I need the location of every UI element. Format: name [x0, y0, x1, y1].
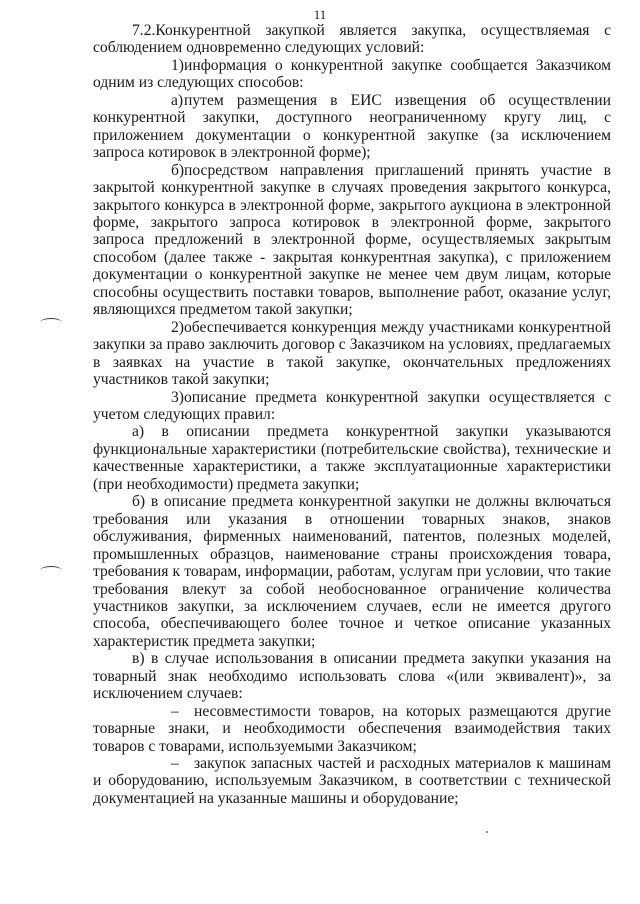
- paragraph-text: в) в случае использования в описании предмета закупки указания на товарный знак необходимо использовать слова «(или эквивалент)», за исключением случаев:: [93, 650, 611, 703]
- item-number: 2): [171, 318, 184, 336]
- item-letter: а): [171, 91, 184, 109]
- dash-marker: –: [171, 755, 179, 773]
- dash-marker: –: [171, 702, 179, 720]
- paragraph-item-1b: [93, 162, 611, 319]
- paragraph-item-3: [93, 389, 611, 424]
- item-number: 3): [171, 388, 184, 406]
- item-number: 1): [171, 56, 184, 74]
- margin-pen-mark: [40, 566, 62, 575]
- page-number: 11: [313, 7, 327, 22]
- paragraph-dash-2: [93, 755, 611, 807]
- scan-speck: [486, 831, 488, 833]
- paragraph-text: а) в описании предмета конкурентной закупки указываются функциональные характеристики (потребительские свойства), технические и качественные характеристики, а также эксплуатационные характеристики (при необходимости) предмета закупки;: [93, 423, 611, 493]
- document-body: [93, 22, 611, 807]
- paragraph-item-2: [93, 319, 611, 389]
- paragraph-text: путем размещения в ЕИС извещения об осуществлении конкурентной закупки, доступного неограниченному кругу лиц, с приложением документации о конкурентной закупке (за исключением запроса котировок в электронной форме);: [93, 91, 611, 162]
- margin-pen-mark: [40, 318, 62, 327]
- paragraph-text: информация о конкурентной закупке сообщается Заказчиком одним из следующих способов:: [93, 56, 611, 92]
- paragraph-text: б) в описание предмета конкурентной закупки не должны включаться требования или указания в отношении товарных знаков, знаков обслуживания, фирменных наименований, патентов, полезных моделей, промышленных образцов, наименование страны происхождения товара, требования к товарам, информации, работам, услугам при условии, что такие требования влекут за собой необоснованное ограничение количества участников закупки, за исключением случаев, если не имеется другого способа, обеспечивающего более точное и четкое описание указанных характеристик предмета закупки;: [93, 493, 611, 650]
- paragraph-7-2: [93, 22, 611, 57]
- paragraph-text: закупок запасных частей и расходных материалов к машинам и оборудованию, используемым Заказчиком, в соответствии с технической документацией на указанные машины и оборудование;: [93, 755, 611, 807]
- item-letter: б): [171, 161, 185, 179]
- paragraph-text: обеспечивается конкуренция между участниками конкурентной закупки за право заключить договор с Заказчиком на условиях, предлагаемых в заявках на участие в такой закупке, окончательных предложениях участников такой закупки;: [93, 318, 611, 389]
- paragraph-item-3b: [93, 493, 611, 650]
- paragraph-dash-1: [93, 703, 611, 755]
- paragraph-item-3c: [93, 650, 611, 702]
- paragraph-text: описание предмета конкурентной закупки осуществляется с учетом следующих правил:: [93, 388, 611, 423]
- paragraph-text: несовместимости товаров, на которых размещаются другие товарные знаки, и необходимости обеспечения взаимодействия таких товаров с товарами, используемыми Заказчиком;: [93, 702, 611, 755]
- paragraph-item-1a: [93, 92, 611, 162]
- paragraph-text: посредством направления приглашений принять участие в закрытой конкурентной закупке в случаях проведения закрытого конкурса, закрытого конкурса в электронной форме, закрытого аукциона в электронной форме, закрытого запроса котировок в электронной форме, закрытого запроса предложений в электронной форме, осуществляемых закрытым способом (далее также - закрытая конкурентная закупка), с приложением документации о конкурентной закупке не менее чем двум лицам, которые способны осуществить поставки товаров, выполнение работ, оказание услуг, являющихся предметом такой закупки;: [93, 161, 611, 319]
- paragraph-item-3a: [93, 423, 611, 493]
- paragraph-item-1: [93, 57, 611, 92]
- paragraph-text: 7.2.Конкурентной закупкой является закупка, осуществляемая с соблюдением одновременно следующих условий:: [93, 22, 611, 57]
